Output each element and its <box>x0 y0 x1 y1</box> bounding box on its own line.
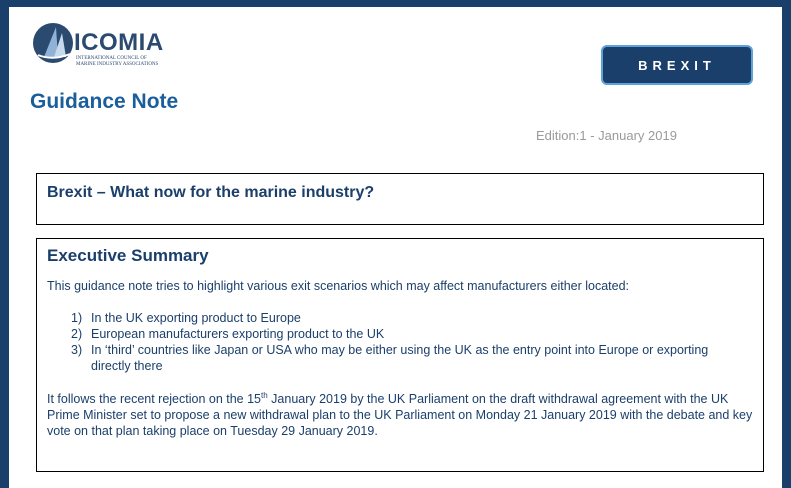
icomia-logo <box>32 21 192 77</box>
scenario-list <box>71 310 751 374</box>
logo-subtitle-line: INTERNATIONAL COUNCIL OF <box>76 56 147 61</box>
brexit-badge: BREXIT <box>601 45 753 85</box>
edition-label: Edition:1 - January 2019 <box>536 128 677 143</box>
list-item-number: 1) <box>71 311 83 325</box>
logo-subtitle-line: MARINE INDUSTRY ASSOCIATIONS <box>76 62 159 67</box>
list-item <box>71 326 751 342</box>
executive-summary-paragraph <box>47 391 753 439</box>
list-item <box>71 342 751 374</box>
document-title: Brexit – What now for the marine industry? <box>47 184 375 201</box>
paragraph-text-start: It follows the recent rejection on the 15 <box>47 392 262 406</box>
executive-summary-intro: This guidance note tries to highlight various exit scenarios which may affect manufacturers either located: <box>47 279 630 293</box>
document-title-box <box>36 173 764 225</box>
sailboat-logo-icon <box>32 21 74 65</box>
document-page <box>9 7 782 488</box>
logo-wordmark: ICOMIA <box>74 29 164 56</box>
list-item-number: 2) <box>71 327 83 341</box>
list-item-text: In the UK exporting product to Europe <box>91 311 301 325</box>
executive-summary-box <box>36 238 764 472</box>
executive-summary-heading: Executive Summary <box>47 246 209 265</box>
ordinal-suffix: th <box>261 390 268 400</box>
list-item-text: In ‘third’ countries like Japan or USA who may be either using the UK as the entry point into Europe or exporting directly there <box>91 343 709 373</box>
list-item <box>71 310 751 326</box>
logo-subtitle <box>76 56 196 68</box>
document-type-title: Guidance Note <box>30 90 179 113</box>
list-item-number: 3) <box>71 343 83 357</box>
list-item-text: European manufacturers exporting product to the UK <box>91 327 385 341</box>
paragraph-text-end: January 2019 by the UK Parliament on the draft withdrawal agreement with the UK Prime Minister set to propose a new withdrawal plan to the UK Parliament on Monday 21 January 2019 with the debate and key vote on that plan taking place on Tuesday 29 January 2019. <box>47 392 753 438</box>
